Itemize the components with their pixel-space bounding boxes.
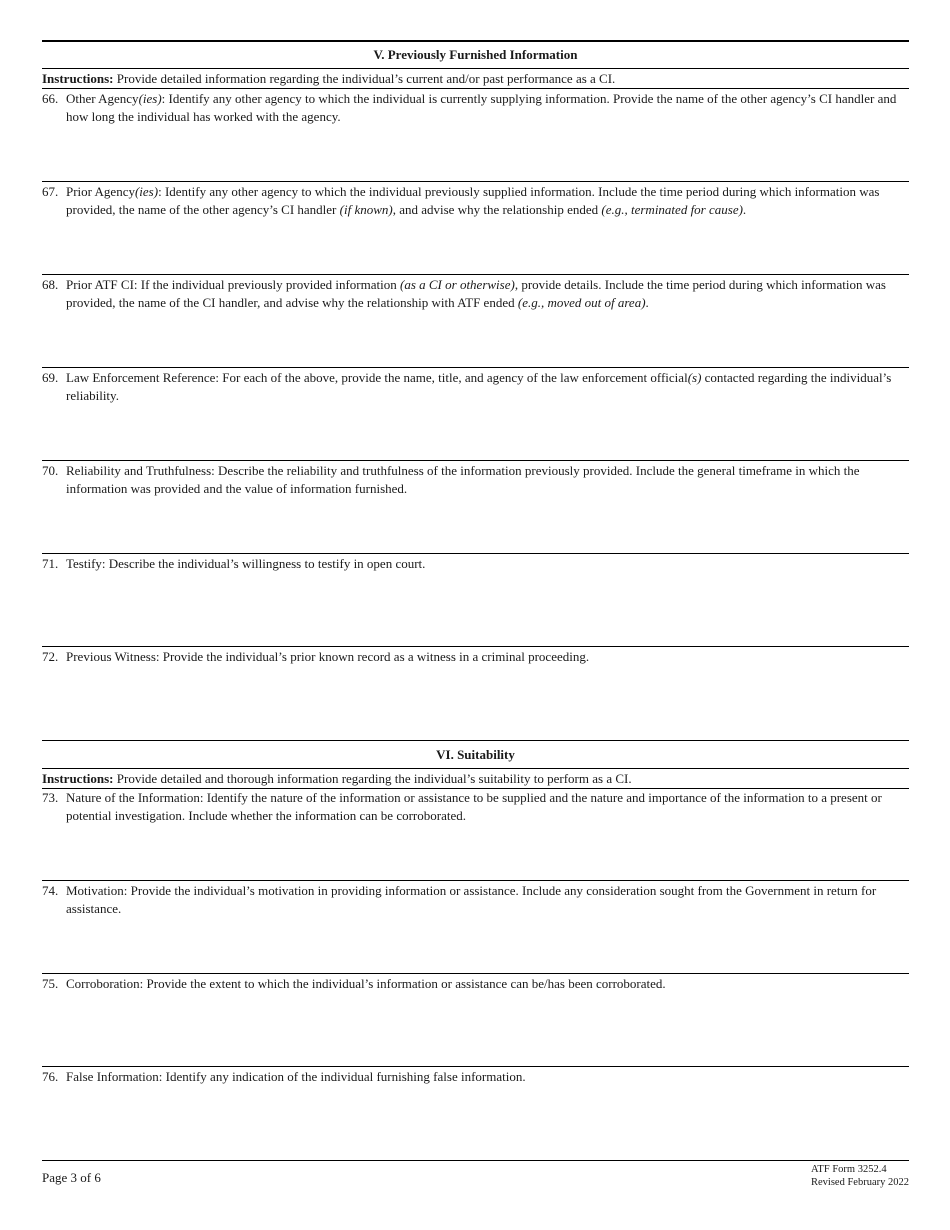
- prompt-text: Reliability and Truthfulness: Describe the reliability and truthfulness of the information previously provided. Include the general timeframe in which the information was provided and the value of information furnished.: [66, 463, 860, 496]
- item-prompt: [66, 1068, 909, 1086]
- section-vi-title: VI. Suitability: [436, 747, 515, 762]
- prompt-note: (if known): [339, 201, 393, 217]
- item-prompt: [66, 975, 909, 993]
- prompt-text: Testify: Describe the individual’s willingness to testify in open court.: [66, 556, 426, 571]
- prompt-text: .: [645, 294, 649, 310]
- item-number: 67.: [42, 184, 59, 199]
- instructions-text: Provide detailed information regarding the individual’s current and/or past performance as a CI.: [113, 71, 616, 86]
- question-item-70: [42, 462, 909, 497]
- prompt-note: (s): [687, 370, 702, 385]
- prompt-text: : Identify any other agency to which the individual previously supplied information. Include the time period during which information was provided, the name of the other agency’s CI handler: [66, 184, 880, 217]
- item-number: 71.: [42, 556, 59, 571]
- prompt-text: contacted regarding the individual’s reliability.: [66, 370, 892, 403]
- item-separator: [42, 1066, 909, 1067]
- item-number: 72.: [42, 649, 59, 664]
- prompt-text: False Information: Identify any indication of the individual furnishing false information.: [66, 1069, 526, 1084]
- prompt-note: (e.g., moved out of area): [517, 294, 646, 310]
- question-item-68: [42, 276, 909, 311]
- prompt-text: Prior Agency: [66, 184, 135, 199]
- prompt-text: : Identify any other agency to which the individual is currently supplying information. Provide the name of the other agency’s CI handler and how long the individual has worked with the agency.: [66, 91, 897, 124]
- item-prompt: [66, 882, 909, 917]
- item-separator: [42, 274, 909, 275]
- item-separator: [42, 880, 909, 881]
- prompt-note: (ies): [138, 91, 162, 106]
- question-item-72: [42, 648, 909, 666]
- question-item-66: [42, 90, 909, 125]
- item-prompt: [66, 90, 909, 125]
- item-number: 66.: [42, 91, 59, 106]
- section-top-rule: [42, 740, 909, 741]
- section-divider: [42, 68, 909, 69]
- instructions-label: Instructions:: [42, 771, 114, 786]
- question-item-69: [42, 369, 909, 404]
- prompt-text: , and advise why the relationship ended: [392, 201, 602, 217]
- response-area[interactable]: [66, 1104, 909, 1174]
- page-number: Page 3 of 6: [42, 1170, 101, 1185]
- item-number: 74.: [42, 883, 59, 898]
- form-id: [811, 1163, 909, 1189]
- item-prompt: [66, 276, 909, 311]
- prompt-text: Previous Witness: Provide the individual’s prior known record as a witness in a criminal proceeding.: [66, 649, 590, 664]
- prompt-text: Prior ATF CI: If the individual previously provided information: [66, 277, 400, 292]
- item-prompt: [66, 369, 909, 404]
- question-item-75: [42, 975, 909, 993]
- item-separator: [42, 367, 909, 368]
- item-separator: [42, 973, 909, 974]
- form-revision: Revised February 2022: [811, 1177, 909, 1188]
- prompt-note: (as a CI or otherwise): [400, 277, 515, 292]
- item-prompt: [66, 648, 909, 666]
- question-item-74: [42, 882, 909, 917]
- question-item-67: [42, 183, 909, 218]
- section-divider: [42, 88, 909, 89]
- section-v-instructions: [42, 70, 909, 87]
- question-item-73: [42, 789, 909, 824]
- item-separator: [42, 181, 909, 182]
- item-number: 70.: [42, 463, 59, 478]
- item-prompt: [66, 462, 909, 497]
- item-number: 73.: [42, 790, 59, 805]
- instructions-text: Provide detailed and thorough information regarding the individual’s suitability to perform as a CI.: [113, 771, 632, 786]
- footer-rule: [42, 1160, 909, 1161]
- item-number: 68.: [42, 277, 59, 292]
- prompt-note: (ies): [134, 184, 159, 199]
- question-item-76: [42, 1068, 909, 1086]
- prompt-text: Nature of the Information: Identify the nature of the information or assistance to be supplied and the nature and importance of the information to a present or potential investigation. Include whether the information can be corroborated.: [66, 790, 882, 823]
- instructions-label: Instructions:: [42, 71, 114, 86]
- section-divider: [42, 768, 909, 769]
- prompt-text: Corroboration: Provide the extent to which the individual’s information or assistance can be/has been corroborated.: [66, 976, 666, 991]
- item-number: 75.: [42, 976, 59, 991]
- item-number: 76.: [42, 1069, 59, 1084]
- response-area[interactable]: [66, 684, 909, 754]
- item-separator: [42, 553, 909, 554]
- section-top-rule: [42, 40, 909, 42]
- prompt-text: Motivation: Provide the individual’s motivation in providing information or assistance. Include any consideration sought from the Government in return for assistance.: [66, 883, 877, 916]
- form-number: ATF Form 3252.4: [811, 1164, 887, 1175]
- section-v-title: V. Previously Furnished Information: [373, 47, 578, 62]
- item-prompt: [66, 555, 909, 573]
- prompt-text: Other Agency: [66, 91, 139, 106]
- item-separator: [42, 646, 909, 647]
- item-prompt: [66, 789, 909, 824]
- item-prompt: [66, 183, 909, 218]
- prompt-text: Law Enforcement Reference: For each of the above, provide the name, title, and agency of the law enforcement official: [66, 370, 688, 385]
- item-number: 69.: [42, 370, 59, 385]
- question-item-71: [42, 555, 909, 573]
- prompt-text: .: [742, 201, 747, 217]
- section-vi-instructions: [42, 770, 909, 787]
- prompt-text: , provide details. Include the time period during which information was provided, the name of the CI handler, and advise why the relationship with ATF ended: [66, 277, 886, 310]
- prompt-note: (e.g., terminated for cause): [601, 201, 743, 217]
- item-separator: [42, 460, 909, 461]
